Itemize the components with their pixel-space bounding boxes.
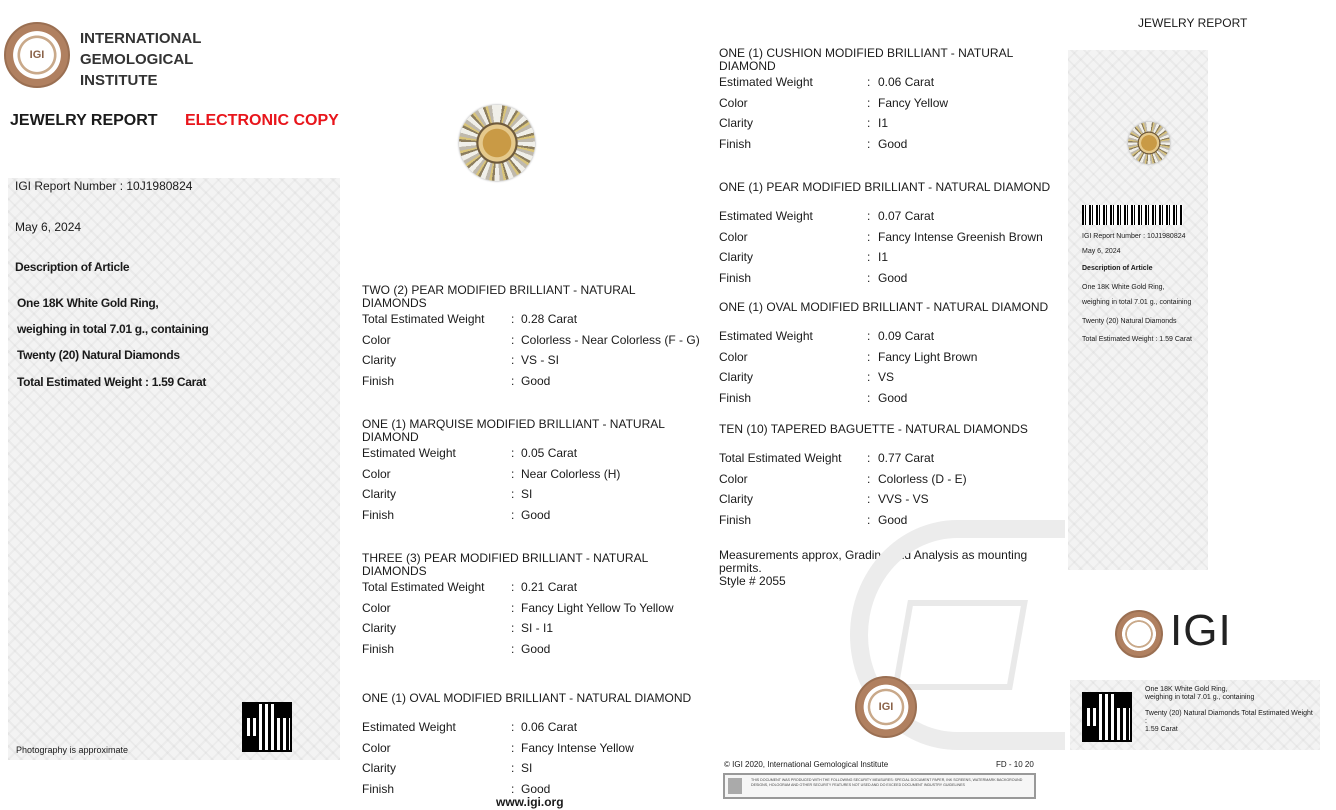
description-line-1: One 18K White Gold Ring, [17,296,159,310]
row-value: Good [878,270,908,285]
row-label: Finish [362,507,395,522]
row-colon: : [511,446,515,460]
stub-line-3: Twenty (20) Natural Diamonds [1082,318,1177,325]
row-value: Good [521,507,551,522]
copyright: © IGI 2020, International Gemological Institute [724,760,889,769]
row-colon: : [511,353,515,367]
institute-line-1: INTERNATIONAL [80,30,202,47]
stub-line-1: One 18K White Gold Ring, [1082,284,1165,291]
row-value: SI [521,761,533,775]
row-label: Finish [362,781,395,796]
stub-line-4: Total Estimated Weight : 1.59 Carat [1082,336,1192,343]
row-label: Clarity [362,621,397,635]
style-number: Style # 2055 [719,574,786,588]
igi-seal-small-icon [855,676,917,738]
row-label: Color [719,229,748,244]
seal-small-text: IGI [878,701,894,713]
row-colon: : [867,451,871,465]
section-title: ONE (1) OVAL MODIFIED BRILLIANT - NATURAL DIAMOND [719,300,1049,314]
row-label: Total Estimated Weight [362,580,485,594]
row-colon: : [511,720,515,734]
description-line-2: weighing in total 7.01 g., containing [17,322,209,336]
row-label: Estimated Weight [719,75,813,89]
row-value: Good [521,373,551,388]
row-label: Finish [362,373,395,388]
comments-line-1: Measurements approx, Grading and Analysis as mounting [719,548,1028,562]
stub-bottom-line-4: 1.59 Carat [1145,726,1178,733]
comments-line-2: permits. [719,561,762,575]
row-label: Clarity [719,116,754,130]
row-colon: : [867,229,871,244]
stub-bottom-line-3: Twenty (20) Natural Diamonds Total Estimated Weight : [1145,710,1313,725]
row-colon: : [867,492,871,506]
security-band [723,773,1036,799]
row-value: 0.07 Carat [878,209,935,223]
row-label: Total Estimated Weight [362,312,485,326]
row-value: Fancy Light Yellow To Yellow [521,600,674,615]
row-label: Clarity [362,761,397,775]
row-colon: : [867,370,871,384]
row-colon: : [867,95,871,110]
row-colon: : [867,390,871,405]
photo-note: Photography is approximate [16,745,129,755]
row-label: Clarity [362,353,397,367]
row-colon: : [867,349,871,364]
section-title: ONE (1) PEAR MODIFIED BRILLIANT - NATURAL DIAMOND [719,180,1051,194]
security-note: THIS DOCUMENT WAS PRODUCED WITH THE FOLLOWING SECURITY MEASURES: SPECIAL DOCUMENT PAPER, INK SCREENS, WATERMARK BACKGROUND DESIGNS, HOLOGRAM AND OTHER SECURITY FEATURES NOT USED AND DO EXCEED DOCUMENT INDUSTRY GUIDELINES [751,778,1023,787]
description-line-4: Total Estimated Weight : 1.59 Carat [17,375,207,389]
row-colon: : [511,761,515,775]
row-label: Total Estimated Weight [719,451,842,465]
stub-bottom-text [1145,686,1315,734]
row-value: 0.06 Carat [878,75,935,89]
row-value: Good [878,390,908,405]
row-colon: : [511,332,515,347]
row-colon: : [511,312,515,326]
row-colon: : [511,373,515,388]
row-value: Good [521,781,551,796]
row-label: Color [362,600,391,615]
row-label: Color [362,466,391,481]
row-value: Good [878,512,908,527]
row-colon: : [867,209,871,223]
row-value: I1 [878,116,889,130]
section-title: THREE (3) PEAR MODIFIED BRILLIANT - NATURAL DIAMONDS [362,551,648,578]
row-label: Color [719,471,748,486]
row-value: VS [878,370,895,384]
stub-qr-code-icon[interactable] [1082,692,1132,742]
report-number: IGI Report Number : 10J1980824 [15,179,193,193]
stub-report-number: IGI Report Number : 10J1980824 [1082,233,1186,240]
row-label: Clarity [362,487,397,501]
row-colon: : [511,641,515,656]
description-line-3: Twenty (20) Natural Diamonds [17,348,180,362]
stub-title: JEWELRY REPORT [1138,16,1248,30]
row-label: Finish [362,641,395,656]
description-heading: Description of Article [15,260,130,274]
row-value: Near Colorless (H) [521,466,621,481]
row-colon: : [867,270,871,285]
qr-code-icon[interactable] [242,702,292,752]
stub-bottom-line-1: One 18K White Gold Ring, [1145,686,1228,693]
section-title: TWO (2) PEAR MODIFIED BRILLIANT - NATURAL DIAMONDS [362,283,636,310]
row-value: Fancy Intense Greenish Brown [878,229,1043,244]
row-label: Estimated Weight [362,720,456,734]
ring-photo [459,105,535,181]
stub-bottom-line-2: weighing in total 7.01 g., containing [1145,694,1255,701]
row-value: Colorless - Near Colorless (F - G) [521,332,700,347]
barcode-icon [1082,205,1183,225]
row-colon: : [511,600,515,615]
institute-name [80,28,201,91]
stub-line-2: weighing in total 7.01 g., containing [1082,299,1192,306]
row-colon: : [867,471,871,486]
row-colon: : [511,580,515,594]
row-label: Finish [719,390,752,405]
row-value: SI [521,487,533,501]
stub-igi-seal-icon [1115,610,1163,658]
row-value: 0.77 Carat [878,451,935,465]
row-colon: : [867,75,871,89]
igi-seal-icon [4,22,70,88]
row-label: Color [719,349,748,364]
electronic-copy-label: ELECTRONIC COPY [185,112,339,129]
row-value: Good [521,641,551,656]
row-label: Clarity [719,492,754,506]
row-value: SI - I1 [521,621,554,635]
stub-description-heading: Description of Article [1082,265,1153,272]
row-label: Clarity [719,250,754,264]
row-value: Fancy Intense Yellow [521,740,634,755]
row-value: 0.06 Carat [521,720,578,734]
section-title: ONE (1) OVAL MODIFIED BRILLIANT - NATURAL DIAMOND [362,691,692,705]
report-title: JEWELRY REPORT [10,112,158,129]
row-value: 0.28 Carat [521,312,578,326]
row-colon: : [867,512,871,527]
row-value: Fancy Light Brown [878,349,978,364]
website-link[interactable]: www.igi.org [496,795,564,809]
row-value: VVS - VS [878,492,929,506]
row-value: Fancy Yellow [878,95,949,110]
row-colon: : [867,136,871,151]
igi-logo: IGI [1170,606,1232,655]
row-label: Finish [719,270,752,285]
row-value: 0.05 Carat [521,446,578,460]
row-label: Color [362,740,391,755]
report-date: May 6, 2024 [15,220,82,234]
row-value: 0.21 Carat [521,580,578,594]
row-label: Clarity [719,370,754,384]
institute-line-3: INSTITUTE [80,72,158,89]
row-label: Estimated Weight [719,329,813,343]
row-colon: : [511,466,515,481]
row-colon: : [867,250,871,264]
row-colon: : [511,781,515,796]
section-title: ONE (1) CUSHION MODIFIED BRILLIANT - NATURAL DIAMOND [719,46,1013,73]
row-label: Finish [719,136,752,151]
row-label: Finish [719,512,752,527]
section-title: TEN (10) TAPERED BAGUETTE - NATURAL DIAMONDS [719,422,1028,436]
lock-icon [728,778,742,794]
form-code: FD - 10 20 [996,760,1034,769]
row-value: I1 [878,250,889,264]
row-label: Color [719,95,748,110]
row-colon: : [511,740,515,755]
row-value: Colorless (D - E) [878,471,967,486]
seal-text: IGI [29,49,45,61]
row-colon: : [511,487,515,501]
section-title: ONE (1) MARQUISE MODIFIED BRILLIANT - NATURAL DIAMOND [362,417,665,444]
row-colon: : [867,116,871,130]
row-value: VS - SI [521,353,560,367]
stub-ring-photo [1128,122,1170,164]
row-label: Estimated Weight [362,446,456,460]
stub-date: May 6, 2024 [1082,248,1121,255]
watermark-diamond-icon [892,600,1028,690]
row-label: Estimated Weight [719,209,813,223]
row-label: Color [362,332,391,347]
row-colon: : [511,507,515,522]
row-colon: : [867,329,871,343]
row-colon: : [511,621,515,635]
institute-line-2: GEMOLOGICAL [80,51,194,68]
row-value: Good [878,136,908,151]
row-value: 0.09 Carat [878,329,935,343]
